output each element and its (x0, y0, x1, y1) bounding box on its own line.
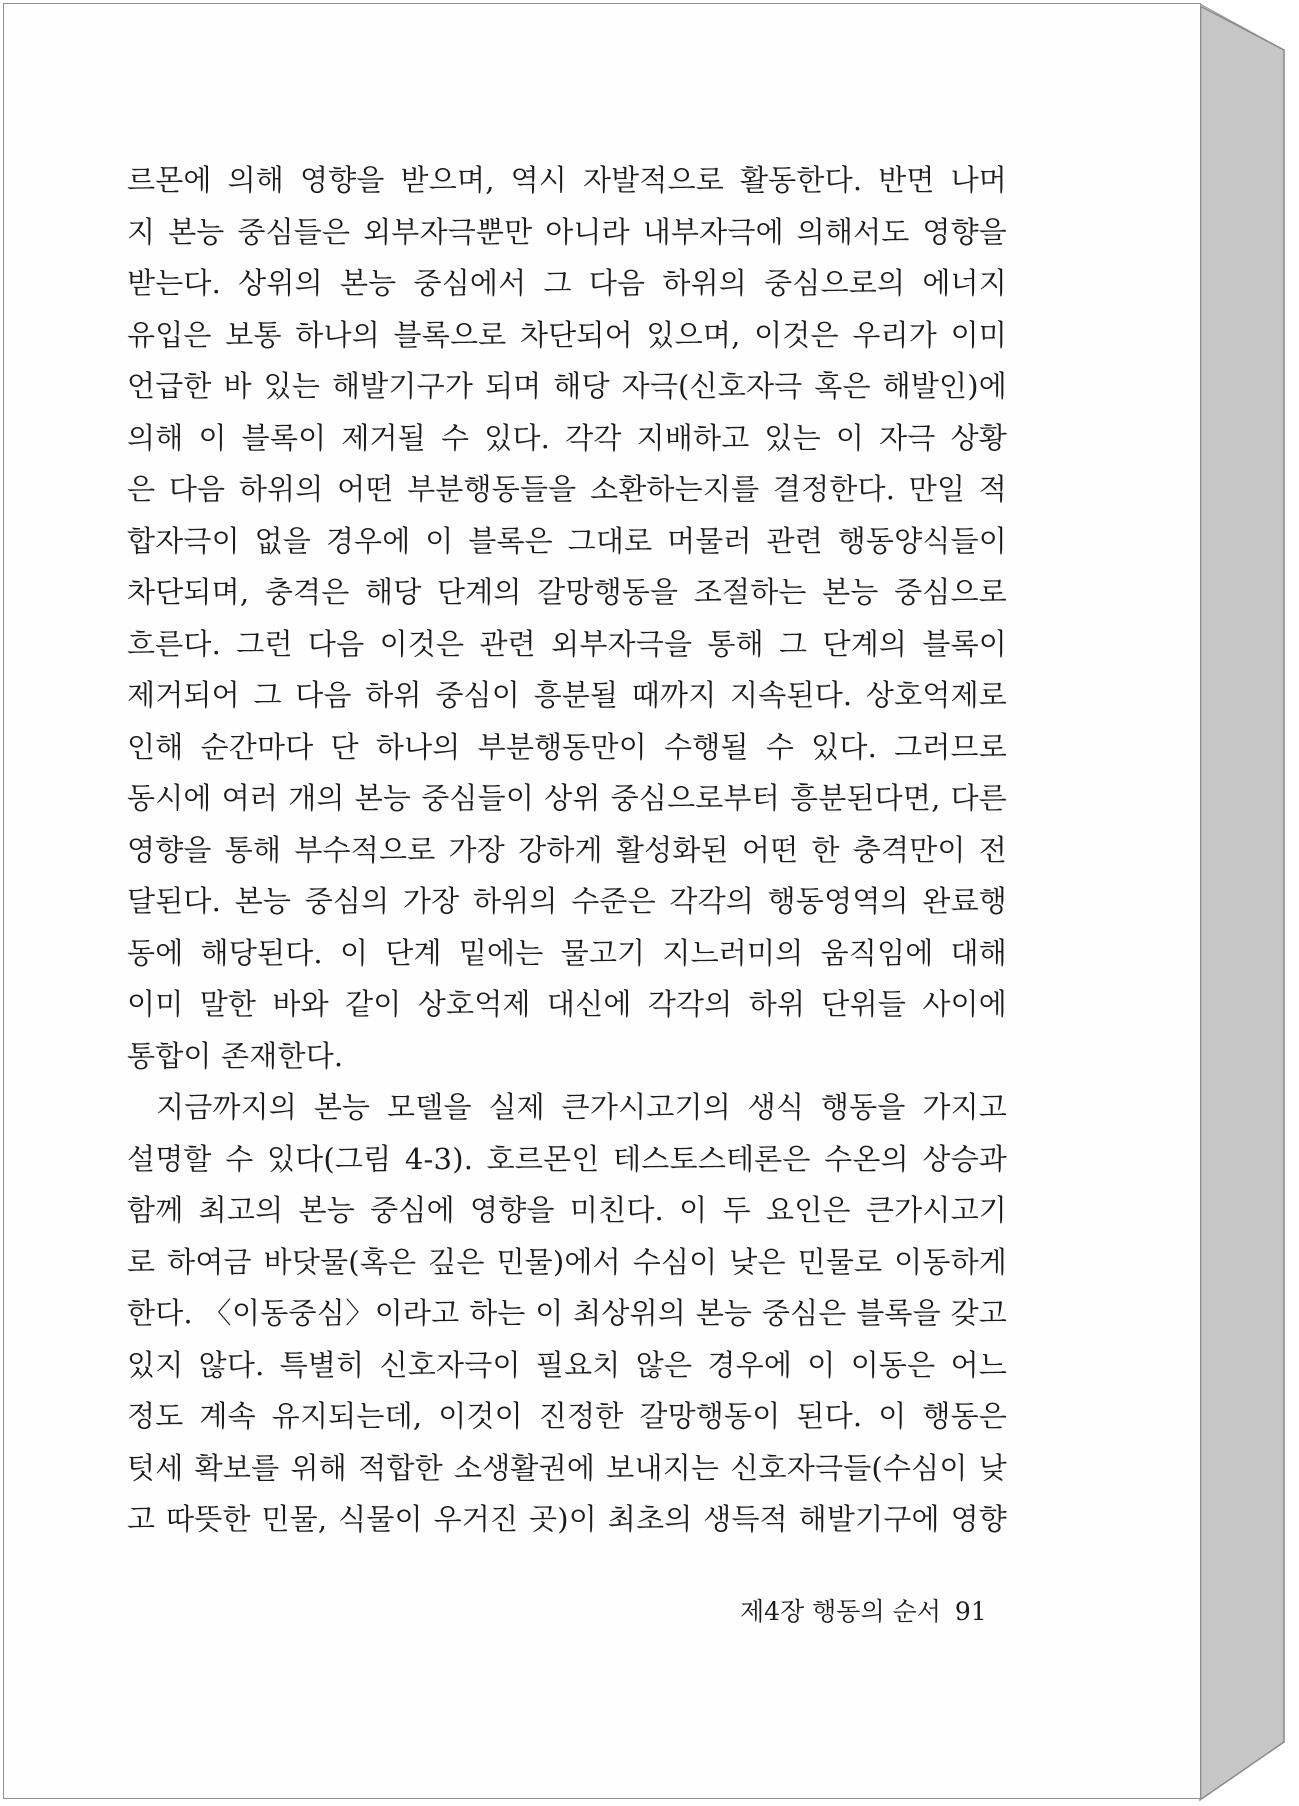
text-line-paragraph-start: 지금까지의 본능 모델을 실제 큰가시고기의 생식 행동을 가지고 (156, 1090, 1007, 1124)
text-line: 유입은 보통 하나의 블록으로 차단되어 있으며, 이것은 우리가 이미 (127, 317, 1007, 352)
text-line: 달된다. 본능 중심의 가장 하위의 수준은 각각의 행동영역의 완료행 (127, 884, 1007, 918)
text-line: 흐른다. 그런 다음 이것은 관련 외부자극을 통해 그 단계의 블록이 (127, 626, 1007, 661)
text-line: 텃세 확보를 위해 적합한 소생활권에 보내지는 신호자극들(수심이 낮 (127, 1450, 1007, 1485)
text-line: 한다. 〈이동중심〉이라고 하는 이 최상위의 본능 중심은 블록을 갖고 (127, 1296, 1007, 1330)
text-line: 영향을 통해 부수적으로 가장 강하게 활성화된 어떤 한 충격만이 전 (127, 832, 1007, 867)
chapter-title: 제4장 행동의 순서 (740, 1597, 941, 1626)
text-line: 지 본능 중심들은 외부자극뿐만 아니라 내부자극에 의해서도 영향을 (127, 214, 1007, 249)
text-line: 받는다. 상위의 본능 중심에서 그 다음 하위의 중심으로의 에너지 (127, 266, 1007, 300)
text-line: 로 하여금 바닷물(혹은 깊은 민물)에서 수심이 낮은 민물로 이동하게 (127, 1244, 1007, 1279)
text-line: 함께 최고의 본능 중심에 영향을 미친다. 이 두 요인은 큰가시고기 (127, 1193, 1007, 1227)
text-line: 제거되어 그 다음 하위 중심이 흥분될 때까지 지속된다. 상호억제로 (127, 678, 1007, 712)
page-footer (740, 1592, 987, 1628)
text-line: 은 다음 하위의 어떤 부분행동들을 소환하는지를 결정한다. 만일 적 (127, 472, 1007, 506)
text-line: 인해 순간마다 단 하나의 부분행동만이 수행될 수 있다. 그러므로 (127, 729, 1007, 764)
text-line: 고 따뜻한 민물, 식물이 우거진 곳)이 최초의 생득적 해발기구에 영향 (127, 1502, 1007, 1536)
text-line-paragraph-end: 통합이 존재한다. (127, 1038, 344, 1073)
body-text (127, 155, 1007, 1546)
text-line: 언급한 바 있는 해발기구가 되며 해당 자극(신호자극 혹은 해발인)에 (127, 369, 1007, 403)
text-line: 있지 않다. 특별히 신호자극이 필요치 않은 경우에 이 이동은 어느 (127, 1347, 1007, 1382)
text-line: 차단되며, 충격은 해당 단계의 갈망행동을 조절하는 본능 중심으로 (127, 575, 1007, 609)
spine-side-face (1200, 6, 1284, 1800)
text-line: 의해 이 블록이 제거될 수 있다. 각각 지배하고 있는 이 자극 상황 (127, 420, 1007, 455)
page-number: 91 (954, 1597, 987, 1626)
text-line: 합자극이 없을 경우에 이 블록은 그대로 머물러 관련 행동양식들이 (127, 523, 1007, 558)
text-line: 이미 말한 바와 같이 상호억제 대신에 각각의 하위 단위들 사이에 (127, 987, 1007, 1021)
text-line: 르몬에 의해 영향을 받으며, 역시 자발적으로 활동한다. 반면 나머 (127, 163, 1007, 197)
text-line: 동시에 여러 개의 본능 중심들이 상위 중심으로부터 흥분된다면, 다른 (127, 781, 1007, 815)
text-line: 동에 해당된다. 이 단계 밑에는 물고기 지느러미의 움직임에 대해 (127, 935, 1007, 970)
text-line: 설명할 수 있다(그림 4-3). 호르몬인 테스토스테론은 수온의 상승과 (127, 1141, 1007, 1176)
text-line: 정도 계속 유지되는데, 이것이 진정한 갈망행동이 된다. 이 행동은 (127, 1399, 1007, 1433)
